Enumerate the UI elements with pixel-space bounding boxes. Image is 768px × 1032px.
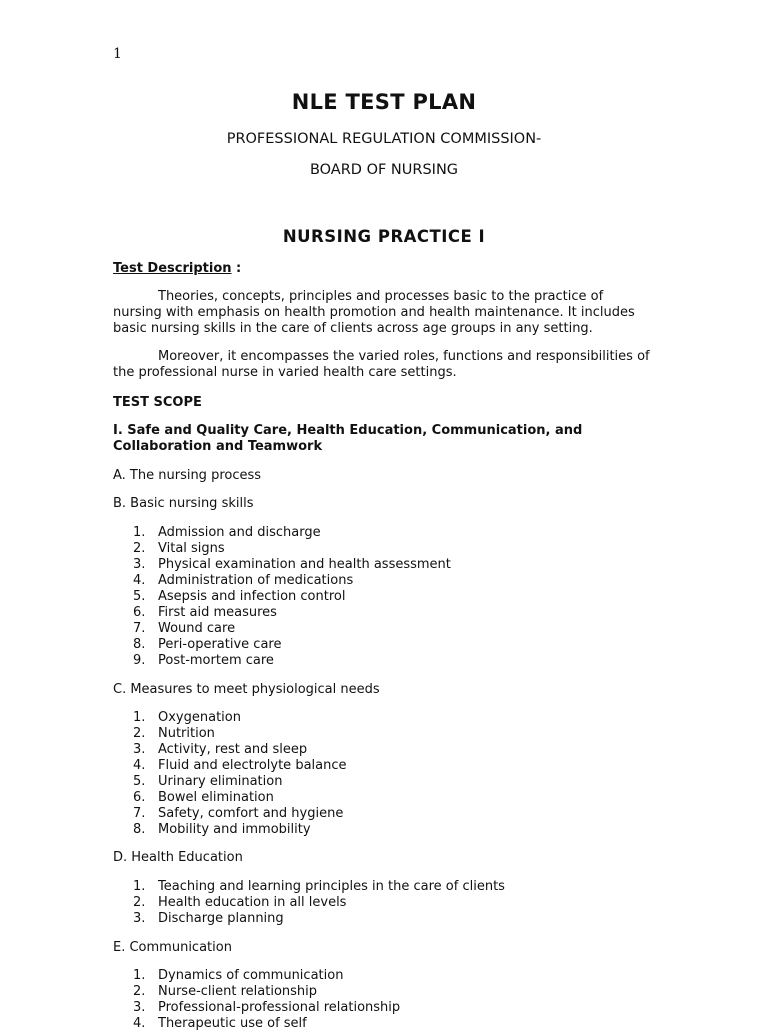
list-item: 3. Activity, rest and sleep: [133, 742, 308, 757]
description-paragraph-1: Theories, concepts, principles and processes basic to the practice of nursing with emphasis on health promotion and health maintenance. It includes basic nursing skills in the care of clients across age groups in any setting.: [113, 289, 635, 336]
scope-item-e-heading: E. Communication: [113, 940, 232, 955]
test-description-label: Test Description: [113, 261, 232, 276]
list-item: 4. Administration of medications: [133, 573, 354, 588]
list-item: 9. Post-mortem care: [133, 653, 274, 668]
subtitle-board: BOARD OF NURSING: [309, 162, 459, 178]
list-item: 8. Peri-operative care: [133, 637, 282, 652]
list-item: 3. Discharge planning: [133, 911, 284, 926]
subtitle-commission: PROFESSIONAL REGULATION COMMISSION-: [226, 131, 542, 147]
list-item: 5. Urinary elimination: [133, 774, 283, 789]
physiological-needs-list: [113, 710, 347, 838]
list-item: 7. Safety, comfort and hygiene: [133, 806, 344, 821]
list-item: 4. Therapeutic use of self: [133, 1016, 307, 1031]
list-item: 6. First aid measures: [133, 605, 277, 620]
list-item: 1. Oxygenation: [133, 710, 241, 725]
section-title: NURSING PRACTICE I: [282, 227, 486, 246]
test-description-heading: [113, 261, 653, 277]
list-item: 5. Asepsis and infection control: [133, 589, 346, 604]
list-item: 1. Teaching and learning principles in the care of clients: [133, 879, 505, 894]
description-paragraph-2: Moreover, it encompasses the varied roles, functions and responsibilities of the professional nurse in varied health care settings.: [113, 349, 650, 380]
list-item: 7. Wound care: [133, 621, 236, 636]
scope-item-d-heading: D. Health Education: [113, 850, 243, 865]
test-description-colon: :: [231, 261, 242, 276]
health-education-list: [113, 879, 505, 927]
list-item: 2. Health education in all levels: [133, 895, 347, 910]
list-item: 2. Nurse-client relationship: [133, 984, 318, 999]
communication-list: [113, 968, 400, 1032]
scope-item-a: A. The nursing process: [113, 468, 262, 483]
test-scope-heading: TEST SCOPE: [113, 395, 202, 410]
list-item: 6. Bowel elimination: [133, 790, 274, 805]
page-number: 1: [113, 46, 122, 62]
list-item: 8. Mobility and immobility: [133, 822, 311, 837]
scope-item-b-heading: B. Basic nursing skills: [113, 496, 254, 511]
document-title: NLE TEST PLAN: [291, 90, 477, 114]
scope-section-heading: I. Safe and Quality Care, Health Education, Communication, and Collaboration and Teamwork: [113, 423, 583, 454]
basic-nursing-skills-list: [113, 525, 451, 669]
list-item: 4. Fluid and electrolyte balance: [133, 758, 347, 773]
scope-item-c-heading: C. Measures to meet physiological needs: [113, 682, 380, 697]
list-item: 3. Professional-professional relationship: [133, 1000, 401, 1015]
list-item: 2. Vital signs: [133, 541, 225, 556]
list-item: 3. Physical examination and health assessment: [133, 557, 451, 572]
list-item: 1. Dynamics of communication: [133, 968, 344, 983]
list-item: 1. Admission and discharge: [133, 525, 321, 540]
list-item: 2. Nutrition: [133, 726, 215, 741]
